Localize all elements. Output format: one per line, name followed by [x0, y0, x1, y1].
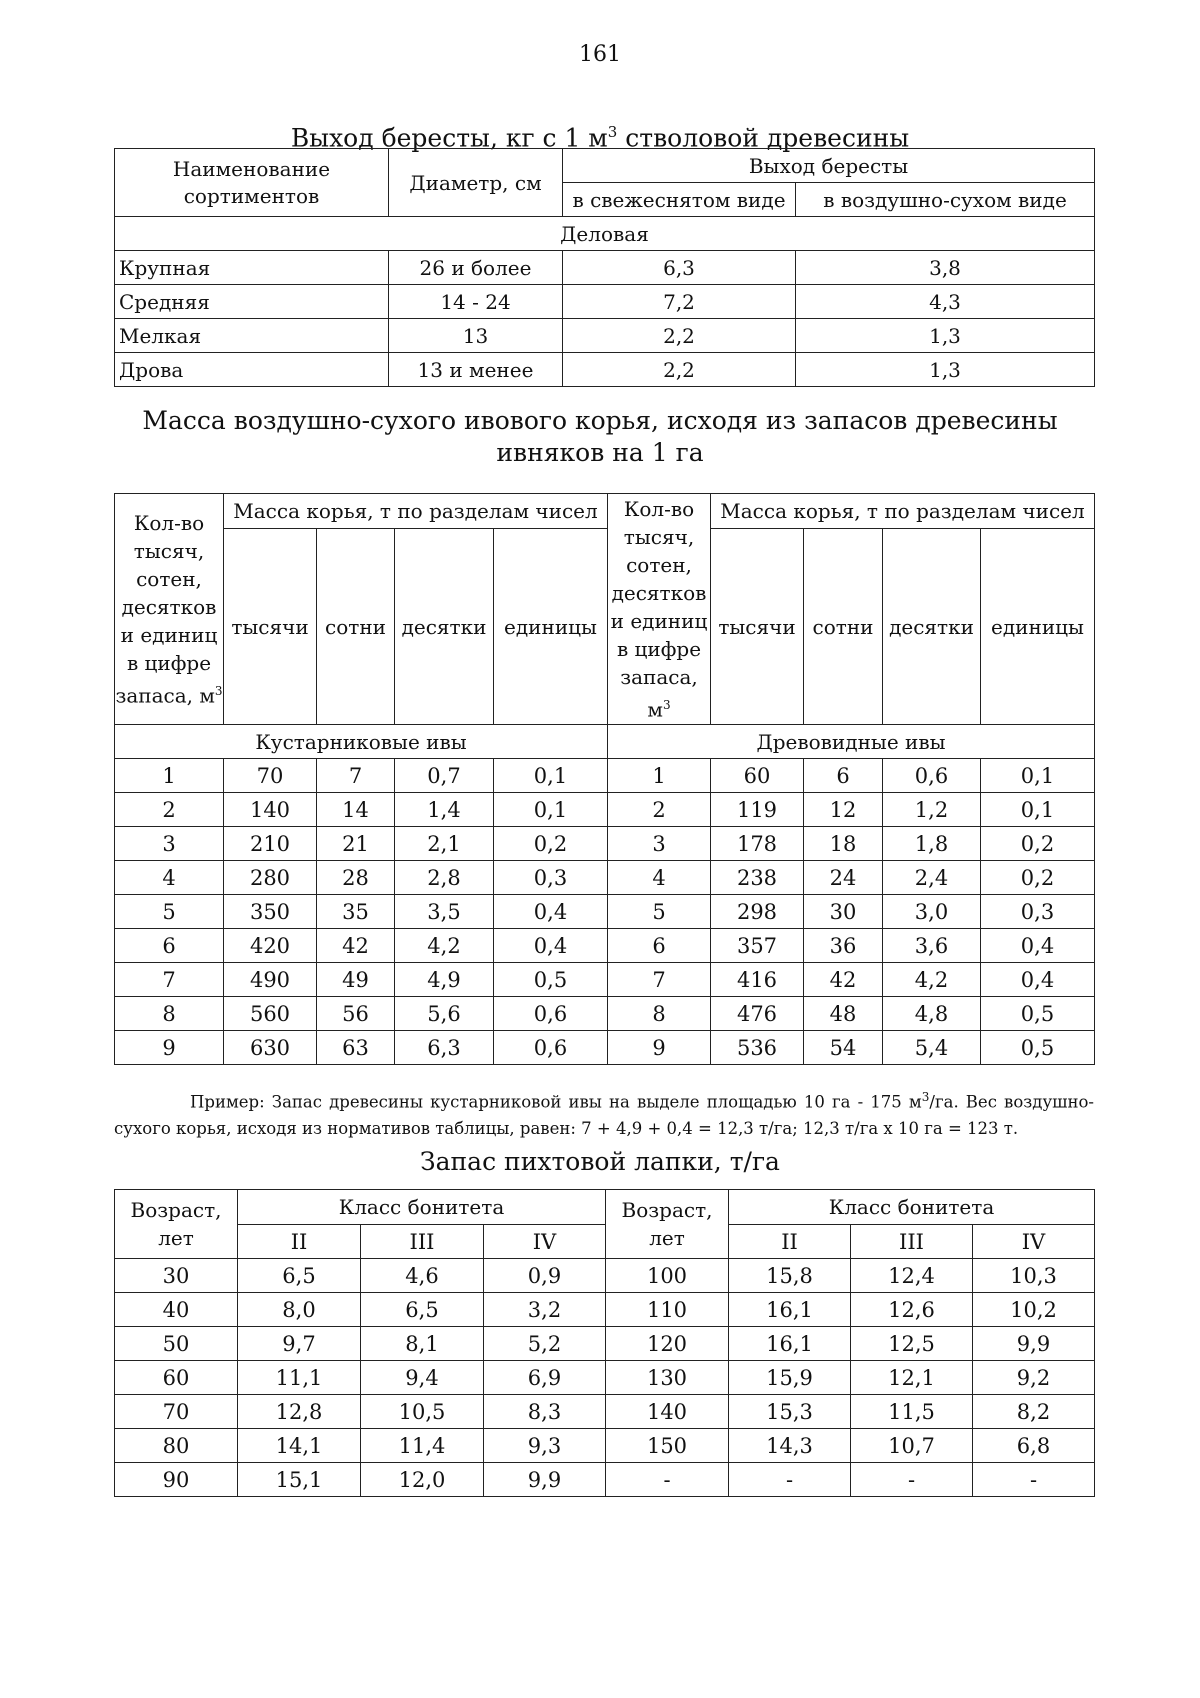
table-row	[115, 997, 1095, 1031]
table-cell: 0,2	[981, 861, 1095, 895]
table-cell: 0,1	[494, 793, 608, 827]
table-cell: 0,5	[981, 997, 1095, 1031]
table-cell: 6,3	[395, 1031, 494, 1065]
header-mass-left: Масса корья, т по разделам чисел	[224, 494, 608, 529]
table-cell: 8,3	[484, 1395, 606, 1429]
table-cell: 14,1	[238, 1429, 361, 1463]
table-cell: 28	[317, 861, 395, 895]
header-class-right: Класс бонитета	[729, 1190, 1095, 1225]
table-cell: 42	[804, 963, 883, 997]
table-cell: 8,1	[361, 1327, 484, 1361]
table-cell: 178	[711, 827, 804, 861]
table-cell: 11,1	[238, 1361, 361, 1395]
table-cell: 14 - 24	[389, 285, 563, 319]
header-mass-right: Масса корья, т по разделам чисел	[711, 494, 1095, 529]
table-cell: 60	[115, 1361, 238, 1395]
table-cell: 4,3	[796, 285, 1095, 319]
table-cell: 1,3	[796, 353, 1095, 387]
table-cell: 63	[317, 1031, 395, 1065]
table-row	[115, 1327, 1095, 1361]
table-cell: 6,8	[973, 1429, 1095, 1463]
table-cell: 0,4	[494, 895, 608, 929]
table-cell: 13 и менее	[389, 353, 563, 387]
table-cell: 2,2	[563, 319, 796, 353]
birch-bark-table	[114, 148, 1095, 387]
table-cell: 12,8	[238, 1395, 361, 1429]
table-cell: 3	[115, 827, 224, 861]
table-cell: 3,0	[883, 895, 981, 929]
table-cell: 24	[804, 861, 883, 895]
table-cell: 0,4	[981, 929, 1095, 963]
header-fresh: в свежеснятом виде	[563, 183, 796, 217]
table-cell: 2,8	[395, 861, 494, 895]
table-cell: 0,1	[981, 793, 1095, 827]
table-cell: 6,3	[563, 251, 796, 285]
table-cell: 9,9	[484, 1463, 606, 1497]
header-class-iv: IV	[973, 1225, 1095, 1259]
header-count-right: Кол-во тысяч, сотен, десятков и единиц в цифре запаса, $м^3$	[608, 494, 711, 725]
header-thousands: тысячи	[711, 529, 804, 725]
table-cell: 12	[804, 793, 883, 827]
table-cell: 12,1	[851, 1361, 973, 1395]
table-cell: 0,6	[494, 1031, 608, 1065]
header-assortment: Наименование сортиментов	[115, 149, 389, 217]
table-cell: 0,6	[883, 759, 981, 793]
section-tree-willow: Древовидные ивы	[608, 725, 1095, 759]
table-cell: 0,7	[395, 759, 494, 793]
table-cell: 10,7	[851, 1429, 973, 1463]
table-cell: 6,5	[361, 1293, 484, 1327]
table-cell: 110	[606, 1293, 729, 1327]
table-cell: 90	[115, 1463, 238, 1497]
table-cell: 50	[115, 1327, 238, 1361]
table-cell: 7	[317, 759, 395, 793]
table-cell: 4,9	[395, 963, 494, 997]
table-cell: 40	[115, 1293, 238, 1327]
header-class-left: Класс бонитета	[238, 1190, 606, 1225]
table-cell: 4,6	[361, 1259, 484, 1293]
table-cell: 6	[115, 929, 224, 963]
table-cell: 0,5	[981, 1031, 1095, 1065]
table-cell: 1,3	[796, 319, 1095, 353]
header-tens: десятки	[395, 529, 494, 725]
table-cell: 238	[711, 861, 804, 895]
table-cell: 536	[711, 1031, 804, 1065]
table-cell: 0,4	[981, 963, 1095, 997]
table-row	[115, 1361, 1095, 1395]
header-yield: Выход бересты	[563, 149, 1095, 183]
header-dry: в воздушно-сухом виде	[796, 183, 1095, 217]
table-cell: 3	[608, 827, 711, 861]
header-class-ii: II	[729, 1225, 851, 1259]
table-cell: 36	[804, 929, 883, 963]
table-cell: 5	[115, 895, 224, 929]
table-cell: 10,5	[361, 1395, 484, 1429]
header-class-iii: III	[851, 1225, 973, 1259]
table-cell: 1,2	[883, 793, 981, 827]
table-cell: 119	[711, 793, 804, 827]
table-cell: -	[729, 1463, 851, 1497]
table-cell: 7	[608, 963, 711, 997]
table-cell: 490	[224, 963, 317, 997]
table-cell: 350	[224, 895, 317, 929]
table-cell: 14,3	[729, 1429, 851, 1463]
table-cell: 8,0	[238, 1293, 361, 1327]
table-cell: 12,4	[851, 1259, 973, 1293]
table-row	[115, 1259, 1095, 1293]
table-cell: 0,4	[494, 929, 608, 963]
table-cell: -	[606, 1463, 729, 1497]
table-cell: 4,8	[883, 997, 981, 1031]
table-cell: 9,7	[238, 1327, 361, 1361]
table-cell: 12,0	[361, 1463, 484, 1497]
page-number: 161	[579, 42, 621, 67]
table-row	[115, 1429, 1095, 1463]
table-cell: 2	[608, 793, 711, 827]
fir-twig-table	[114, 1189, 1095, 1497]
table-cell: 9	[608, 1031, 711, 1065]
table-cell: 56	[317, 997, 395, 1031]
table-cell: 140	[606, 1395, 729, 1429]
section-title: Деловая	[115, 217, 1095, 251]
header-units: единицы	[981, 529, 1095, 725]
table-cell: 420	[224, 929, 317, 963]
table-cell: 9,4	[361, 1361, 484, 1395]
table-cell: 3,8	[796, 251, 1095, 285]
table-cell: 0,3	[981, 895, 1095, 929]
table-cell: 15,1	[238, 1463, 361, 1497]
header-class-iv: IV	[484, 1225, 606, 1259]
table-cell: 9,9	[973, 1327, 1095, 1361]
table-cell: 0,6	[494, 997, 608, 1031]
header-hundreds: сотни	[804, 529, 883, 725]
table-cell: 48	[804, 997, 883, 1031]
table1-title: Выход бересты, кг с 1 $м^3$ стволовой древесины	[290, 123, 910, 153]
table-cell: 476	[711, 997, 804, 1031]
table-cell: 54	[804, 1031, 883, 1065]
table-cell: 416	[711, 963, 804, 997]
table-row	[115, 285, 1095, 319]
table-cell: 18	[804, 827, 883, 861]
table-cell: 15,8	[729, 1259, 851, 1293]
table-cell: 12,5	[851, 1327, 973, 1361]
table-cell: 0,2	[494, 827, 608, 861]
table-cell: 210	[224, 827, 317, 861]
table-cell: 10,3	[973, 1259, 1095, 1293]
table-row	[115, 827, 1095, 861]
table-row	[115, 1293, 1095, 1327]
table-cell: 8,2	[973, 1395, 1095, 1429]
table-cell: 8	[608, 997, 711, 1031]
table-row	[115, 759, 1095, 793]
table-cell: 11,4	[361, 1429, 484, 1463]
table-row	[115, 929, 1095, 963]
table-cell: 298	[711, 895, 804, 929]
table-cell: 6	[804, 759, 883, 793]
header-class-iii: III	[361, 1225, 484, 1259]
table-cell: Дрова	[115, 353, 389, 387]
table-cell: 15,3	[729, 1395, 851, 1429]
table-cell: 130	[606, 1361, 729, 1395]
table-cell: 30	[115, 1259, 238, 1293]
table-row	[115, 1031, 1095, 1065]
table-cell: 560	[224, 997, 317, 1031]
table2-title-line1: Масса воздушно-сухого ивового корья, исходя из запасов древесины	[142, 406, 1058, 435]
table-cell: 4	[115, 861, 224, 895]
table-row	[115, 861, 1095, 895]
table-cell: 120	[606, 1327, 729, 1361]
table-cell: 9,2	[973, 1361, 1095, 1395]
table-cell: 100	[606, 1259, 729, 1293]
header-age-right: Возраст, лет	[606, 1190, 729, 1259]
table-cell: 30	[804, 895, 883, 929]
table-cell: 70	[115, 1395, 238, 1429]
table-cell: 357	[711, 929, 804, 963]
table-cell: 9,3	[484, 1429, 606, 1463]
table-cell: 5,4	[883, 1031, 981, 1065]
table-cell: 14	[317, 793, 395, 827]
table-cell: 10,2	[973, 1293, 1095, 1327]
willow-bark-table	[114, 493, 1095, 1065]
table-cell: 26 и более	[389, 251, 563, 285]
table-cell: 35	[317, 895, 395, 929]
table-row	[115, 1395, 1095, 1429]
table-cell: 3,5	[395, 895, 494, 929]
table-row	[115, 319, 1095, 353]
header-units: единицы	[494, 529, 608, 725]
table-cell: Средняя	[115, 285, 389, 319]
table-cell: 2,4	[883, 861, 981, 895]
table-cell: 12,6	[851, 1293, 973, 1327]
table2-title-line2: ивняков на 1 га	[496, 438, 704, 467]
table-cell: 4	[608, 861, 711, 895]
table-cell: 3,2	[484, 1293, 606, 1327]
table-cell: 4,2	[883, 963, 981, 997]
table-row	[115, 963, 1095, 997]
example-note: Пример: Запас древесины кустарниковой ивы на выделе площадью 10 га - 175 $м^3/га$. Вес воздушно-сухого корья, исходя из нормативов таблицы, равен: 7 + 4,9 + 0,4 = 12,3 т/га; 12,3 т/га х 10 га = 123 т.	[114, 1090, 1094, 1138]
table-cell: 11,5	[851, 1395, 973, 1429]
table-cell: 9	[115, 1031, 224, 1065]
table-cell: 5,2	[484, 1327, 606, 1361]
table-cell: 0,3	[494, 861, 608, 895]
table-cell: 4,2	[395, 929, 494, 963]
header-hundreds: сотни	[317, 529, 395, 725]
table-cell: 150	[606, 1429, 729, 1463]
table-cell: -	[851, 1463, 973, 1497]
table-cell: 0,1	[494, 759, 608, 793]
table-cell: 0,5	[494, 963, 608, 997]
table-cell: 7,2	[563, 285, 796, 319]
table-cell: 0,9	[484, 1259, 606, 1293]
table-cell: 1,8	[883, 827, 981, 861]
header-tens: десятки	[883, 529, 981, 725]
header-diameter: Диаметр, см	[389, 149, 563, 217]
section-shrub-willow: Кустарниковые ивы	[115, 725, 608, 759]
header-class-ii: II	[238, 1225, 361, 1259]
table-cell: 140	[224, 793, 317, 827]
table-cell: 6,5	[238, 1259, 361, 1293]
table-cell: 8	[115, 997, 224, 1031]
table-cell: 13	[389, 319, 563, 353]
table-cell: 5	[608, 895, 711, 929]
table-cell: 42	[317, 929, 395, 963]
table-cell: 7	[115, 963, 224, 997]
table3-title: Запас пихтовой лапки, т/га	[420, 1147, 780, 1176]
table-cell: 16,1	[729, 1293, 851, 1327]
table-cell: 0,2	[981, 827, 1095, 861]
table-cell: 1	[608, 759, 711, 793]
table-cell: 280	[224, 861, 317, 895]
table-cell: 2	[115, 793, 224, 827]
table-row	[115, 1463, 1095, 1497]
table-cell: 0,1	[981, 759, 1095, 793]
table-cell: 6,9	[484, 1361, 606, 1395]
table-cell: 70	[224, 759, 317, 793]
table-cell: Мелкая	[115, 319, 389, 353]
table-cell: Крупная	[115, 251, 389, 285]
table-cell: 1,4	[395, 793, 494, 827]
table-cell: 49	[317, 963, 395, 997]
table-cell: 3,6	[883, 929, 981, 963]
table-cell: -	[973, 1463, 1095, 1497]
table-cell: 2,1	[395, 827, 494, 861]
table-cell: 80	[115, 1429, 238, 1463]
table-cell: 6	[608, 929, 711, 963]
table-cell: 60	[711, 759, 804, 793]
table-cell: 630	[224, 1031, 317, 1065]
table-cell: 1	[115, 759, 224, 793]
table-cell: 15,9	[729, 1361, 851, 1395]
table-row	[115, 353, 1095, 387]
table-row	[115, 895, 1095, 929]
header-age-left: Возраст, лет	[115, 1190, 238, 1259]
table-row	[115, 793, 1095, 827]
header-thousands: тысячи	[224, 529, 317, 725]
table-cell: 5,6	[395, 997, 494, 1031]
table-cell: 21	[317, 827, 395, 861]
table-row	[115, 251, 1095, 285]
table-cell: 16,1	[729, 1327, 851, 1361]
table-cell: 2,2	[563, 353, 796, 387]
header-count-left: Кол-во тысяч, сотен, десятков и единиц в цифре запаса, $м^3$	[115, 494, 224, 725]
